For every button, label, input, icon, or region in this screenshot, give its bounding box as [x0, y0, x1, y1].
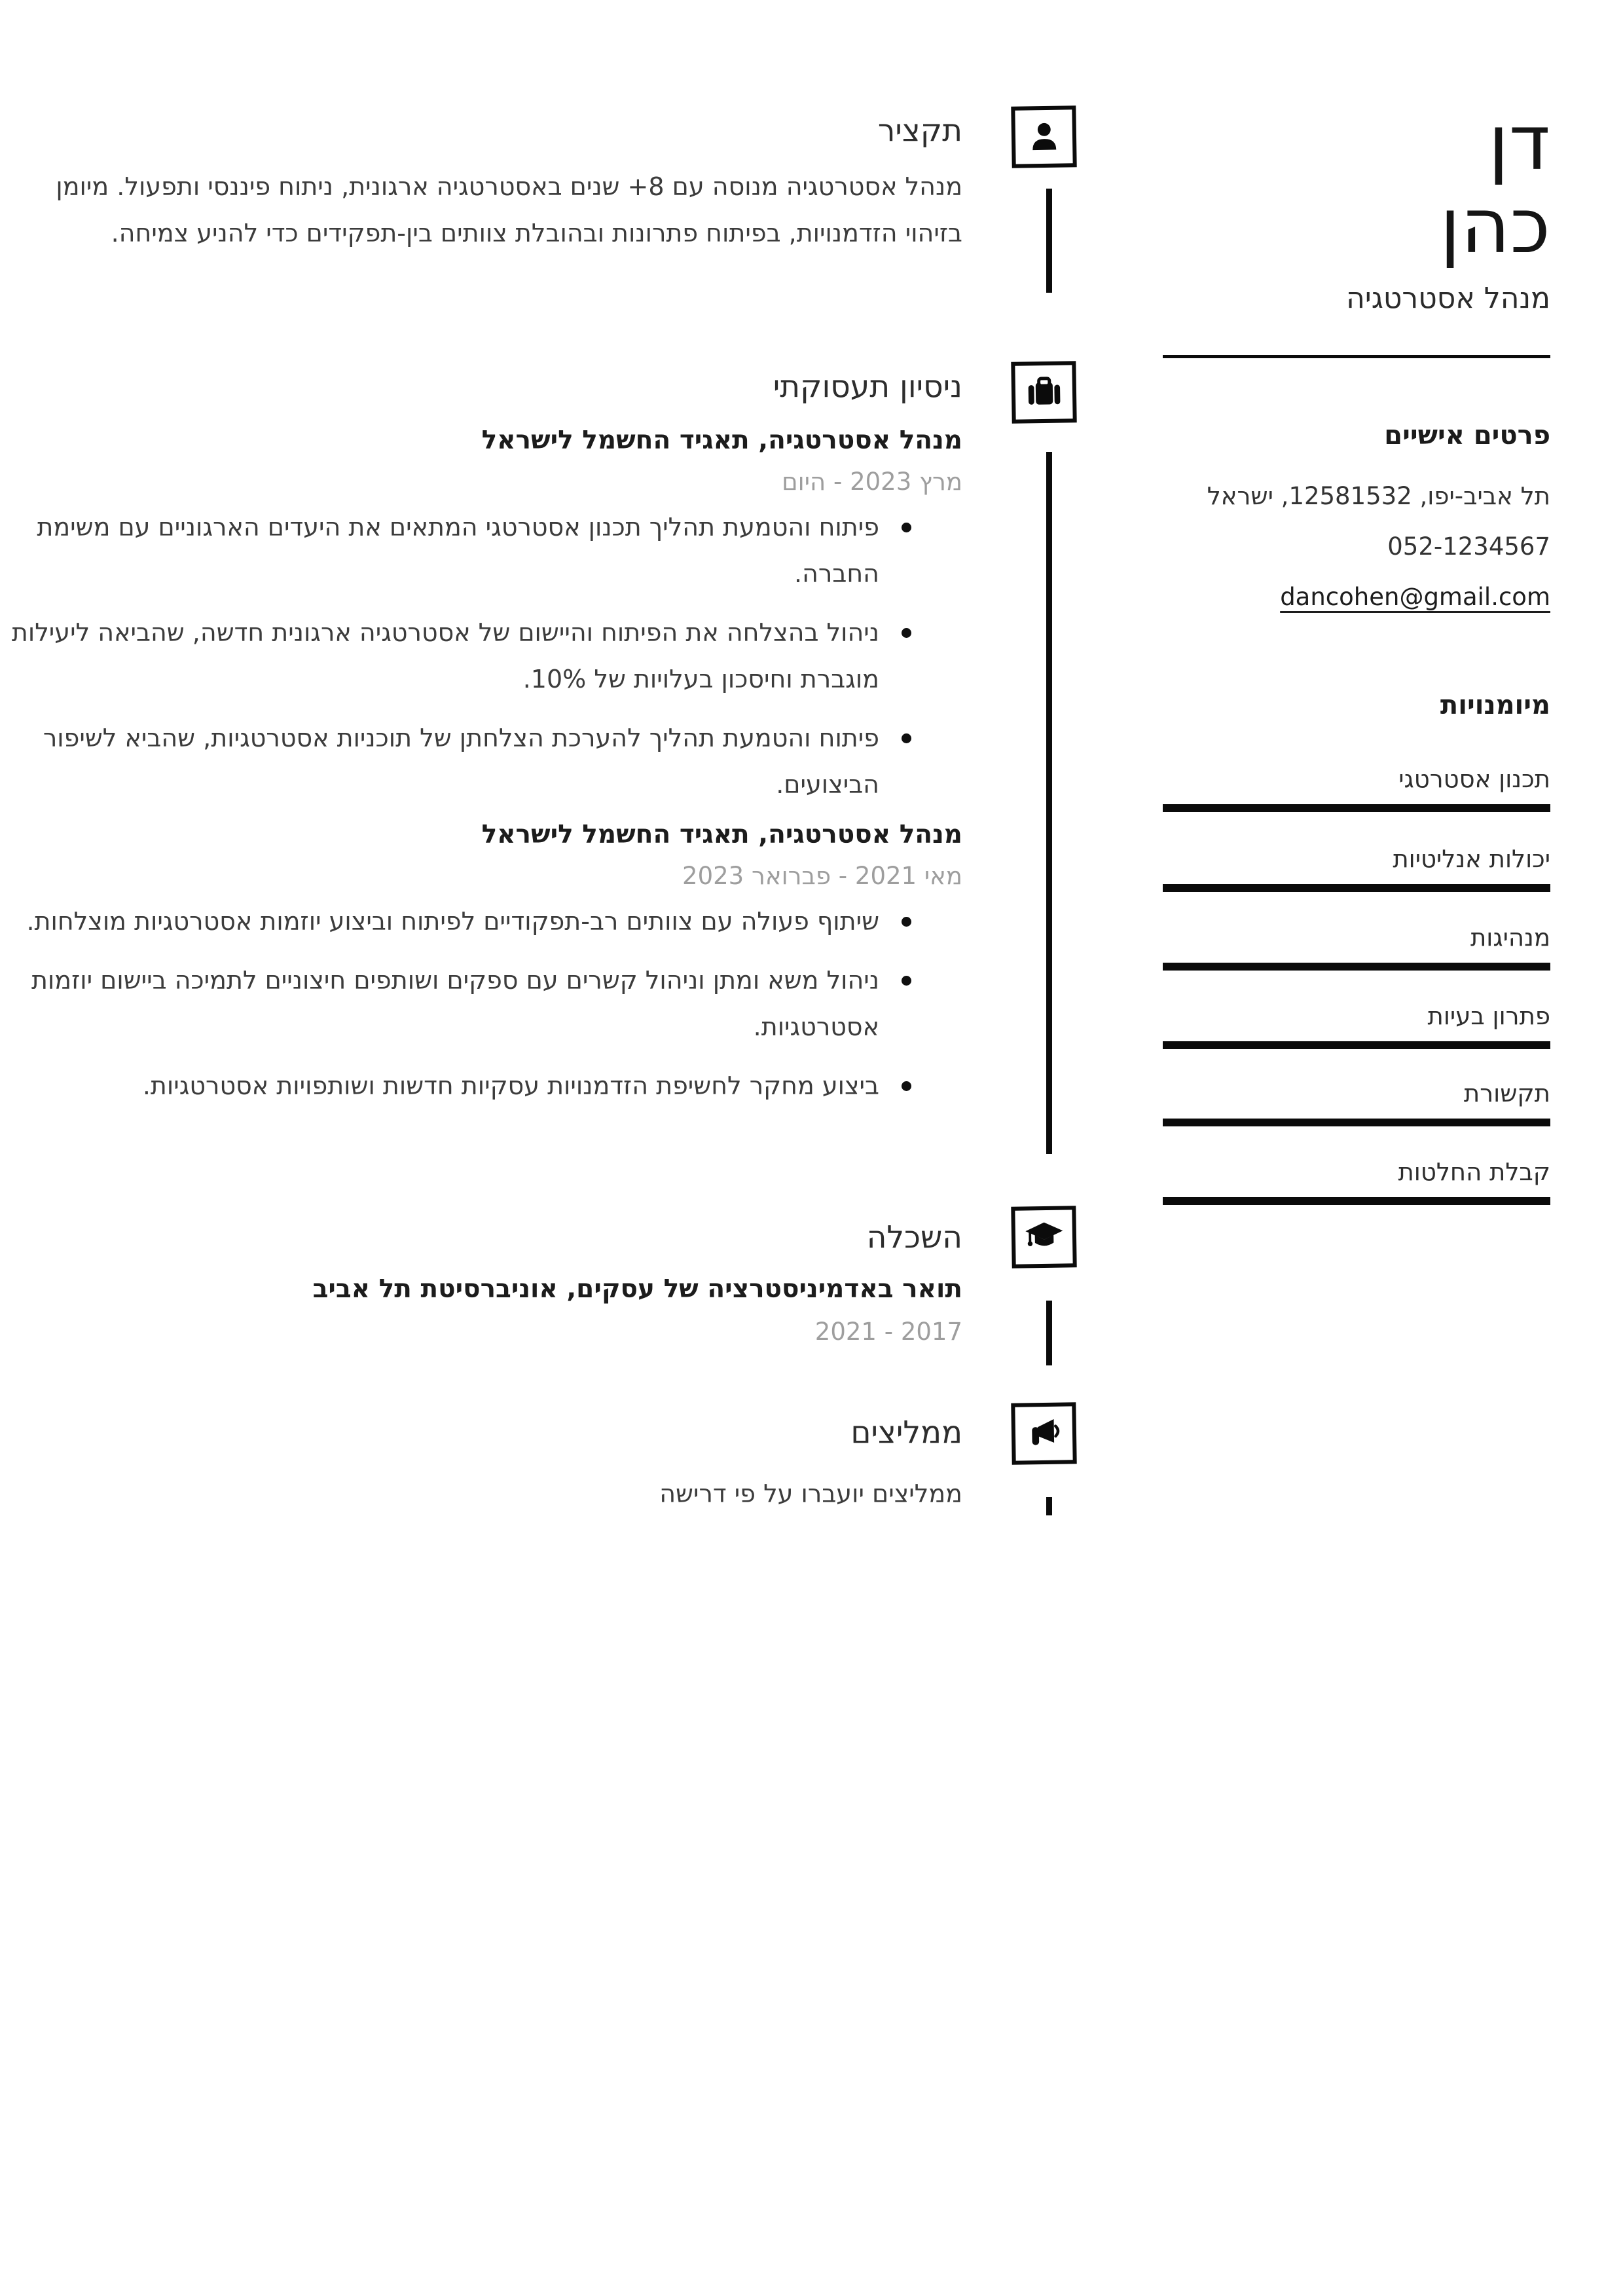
references-icon-box	[1011, 1402, 1076, 1465]
skill-bar	[1163, 884, 1550, 892]
personal-details-heading: פרטים אישיים	[1384, 420, 1550, 451]
skill-row	[1163, 843, 1550, 896]
first-name: דן	[1488, 99, 1550, 187]
skill-label: קבלת החלטות	[1398, 1158, 1550, 1186]
megaphone-icon	[1023, 1413, 1065, 1454]
bullet-item: שיתוף פעולה עם צוותים רב-תפקודיים לפיתוח וביצוע יוזמות אסטרטגיות מוצלחות.	[0, 898, 879, 945]
address-line: תל אביב-יפו, 12581532, ישראל	[1207, 482, 1550, 510]
bullet-item: ניהול בהצלחה את הפיתוח והיישום של אסטרטגיה ארגונית חדשה, שהביאה ליעילות מוגברת וחיסכון בעלויות של 10%.	[0, 610, 879, 703]
bullet-item: פיתוח והטמעת תהליך תכנון אסטרטגי המתאים את היעדים הארגוניים עם משימת החברה.	[0, 504, 879, 597]
skill-label: מנהיגות	[1470, 923, 1550, 952]
job-title: מנהל אסטרטגיה, תאגיד החשמל לישראל	[481, 426, 962, 455]
education-icon-box	[1011, 1206, 1076, 1268]
name-block	[1163, 99, 1550, 270]
email-line	[1163, 583, 1550, 611]
skill-row	[1163, 764, 1550, 816]
summary-text: מנהל אסטרטגיה מנוסה עם 8+ שנים באסטרטגיה ארגונית, ניתוח פיננסי ותפעול. מיומן בזיהוי הזדמנויות, בפיתוח פתרונות ובהובלת צוותים בין-תפקידים כדי להניע צמיחה.	[56, 172, 962, 248]
skill-row	[1163, 922, 1550, 974]
timeline-connector	[1046, 452, 1052, 1154]
skill-bar	[1163, 963, 1550, 971]
summary-heading: תקציר	[877, 113, 962, 149]
summary-icon-box	[1011, 105, 1076, 168]
skill-label: יכולות אנליטיות	[1393, 845, 1550, 873]
graduation-cap-icon	[1023, 1217, 1065, 1258]
last-name: כהן	[1440, 182, 1550, 270]
sidebar-job-title: מנהל אסטרטגיה	[1346, 282, 1550, 315]
skill-row	[1163, 1157, 1550, 1209]
timeline-connector	[1046, 1301, 1052, 1365]
timeline-connector	[1046, 189, 1052, 293]
email-link[interactable]: dancohen@gmail.com	[1280, 583, 1550, 611]
bullet-item: פיתוח והטמעת תהליך להערכת הצלחתן של תוכניות אסטרטגיות, שהביא לשיפור הביצועים.	[0, 715, 879, 808]
skill-bar	[1163, 804, 1550, 812]
references-heading: ממליצים	[850, 1415, 962, 1451]
person-icon	[1023, 117, 1065, 158]
references-text: ממליצים יועברו על פי דרישה	[659, 1479, 962, 1508]
skills-heading: מיומנויות	[1440, 690, 1550, 720]
phone-line: 052-1234567	[1387, 532, 1550, 561]
timeline-connector	[1046, 1497, 1052, 1515]
experience-icon-box	[1011, 361, 1076, 424]
briefcase-icon	[1023, 372, 1065, 413]
job-bullet-list	[0, 898, 962, 1122]
bullet-item: ביצוע מחקר לחשיפת הזדמנויות עסקיות חדשות ושותפויות אסטרטגיות.	[0, 1063, 879, 1109]
job-dates: מרץ 2023 - היום	[782, 468, 962, 496]
skill-bar	[1163, 1197, 1550, 1205]
skill-row	[1163, 1078, 1550, 1130]
job-dates: מאי 2021 - פברואר 2023	[682, 862, 962, 890]
education-degree: תואר באדמיניסטרציה של עסקים, אוניברסיטת תל אביב	[312, 1274, 962, 1304]
skill-label: פתרון בעיות	[1427, 1002, 1550, 1030]
skill-bar	[1163, 1041, 1550, 1049]
skill-label: תכנון אסטרטגי	[1398, 765, 1550, 793]
skill-bar	[1163, 1119, 1550, 1126]
skill-label: תקשורת	[1463, 1079, 1550, 1107]
job-title: מנהל אסטרטגיה, תאגיד החשמל לישראל	[481, 820, 962, 849]
education-dates: 2017 - 2021	[814, 1318, 962, 1346]
skill-row	[1163, 1001, 1550, 1053]
education-heading: השכלה	[866, 1219, 962, 1255]
bullet-item: ניהול משא ומתן וניהול קשרים עם ספקים ושותפים חיצוניים לתמיכה ביישום יוזמות אסטרטגיות.	[0, 957, 879, 1050]
sidebar-divider	[1163, 355, 1550, 358]
job-bullet-list	[0, 504, 962, 821]
experience-heading: ניסיון תעסוקתי	[773, 369, 962, 405]
